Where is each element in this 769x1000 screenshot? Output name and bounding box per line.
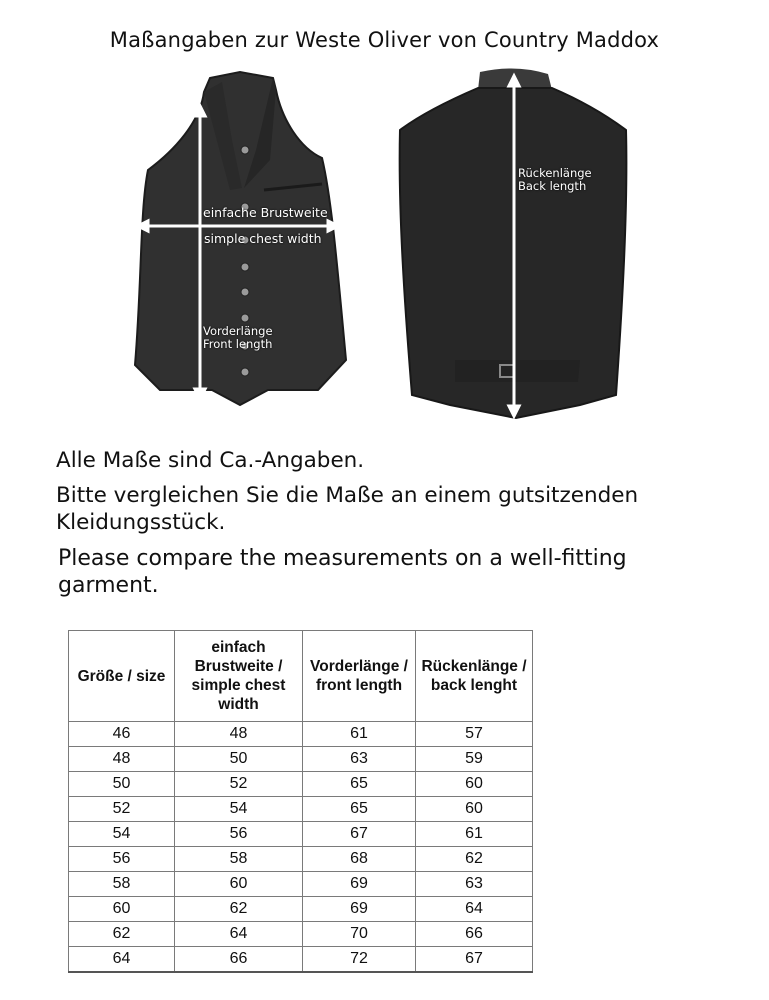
chest-label-de: einfache Brustweite [203, 205, 328, 220]
cell-size: 56 [69, 847, 175, 872]
cell-front-length: 65 [303, 797, 416, 822]
size-table-header-row [69, 631, 533, 722]
header-chest-width: einfach Brustweite / simple chest width [175, 631, 303, 722]
cell-back-length: 64 [416, 897, 533, 922]
cell-size: 60 [69, 897, 175, 922]
table-row [69, 872, 533, 897]
cell-chest-width: 48 [175, 722, 303, 747]
cell-chest-width: 54 [175, 797, 303, 822]
cell-size: 52 [69, 797, 175, 822]
approx-note: Alle Maße sind Ca.-Angaben. [56, 448, 365, 473]
table-row [69, 847, 533, 872]
table-row [69, 897, 533, 922]
cell-front-length: 63 [303, 747, 416, 772]
front-length-label-de: Vorderlänge [203, 324, 273, 338]
table-row [69, 747, 533, 772]
cell-front-length: 65 [303, 772, 416, 797]
cell-front-length: 61 [303, 722, 416, 747]
cell-back-length: 60 [416, 772, 533, 797]
cell-front-length: 68 [303, 847, 416, 872]
header-size: Größe / size [69, 631, 175, 722]
cell-back-length: 59 [416, 747, 533, 772]
compare-note-de: Bitte vergleichen Sie die Maße an einem gutsitzenden Kleidungsstück. [56, 483, 639, 535]
cell-size: 54 [69, 822, 175, 847]
vest-figure [0, 60, 769, 440]
cell-front-length: 70 [303, 922, 416, 947]
cell-chest-width: 56 [175, 822, 303, 847]
compare-note-en: Please compare the measurements on a well-fitting garment. [58, 546, 627, 598]
cell-back-length: 57 [416, 722, 533, 747]
table-row [69, 947, 533, 973]
cell-front-length: 72 [303, 947, 416, 973]
table-row [69, 722, 533, 747]
cell-size: 58 [69, 872, 175, 897]
table-row [69, 797, 533, 822]
cell-size: 62 [69, 922, 175, 947]
cell-front-length: 69 [303, 897, 416, 922]
cell-chest-width: 52 [175, 772, 303, 797]
cell-front-length: 67 [303, 822, 416, 847]
table-row [69, 772, 533, 797]
cell-chest-width: 50 [175, 747, 303, 772]
back-belt [455, 360, 580, 382]
cell-size: 48 [69, 747, 175, 772]
table-row [69, 822, 533, 847]
cell-chest-width: 58 [175, 847, 303, 872]
cell-chest-width: 62 [175, 897, 303, 922]
cell-back-length: 63 [416, 872, 533, 897]
cell-back-length: 66 [416, 922, 533, 947]
header-front-length: Vorderlänge / front length [303, 631, 416, 722]
cell-back-length: 61 [416, 822, 533, 847]
back-length-label-en: Back length [518, 179, 587, 193]
size-table [68, 630, 533, 973]
page-title: Maßangaben zur Weste Oliver von Country Maddox [109, 28, 660, 52]
back-length-label-de: Rückenlänge [518, 166, 592, 180]
chest-label-en: simple chest width [204, 231, 322, 246]
cell-chest-width: 64 [175, 922, 303, 947]
cell-size: 46 [69, 722, 175, 747]
cell-chest-width: 66 [175, 947, 303, 973]
cell-back-length: 62 [416, 847, 533, 872]
cell-front-length: 69 [303, 872, 416, 897]
size-table-body [69, 722, 533, 973]
cell-chest-width: 60 [175, 872, 303, 897]
cell-back-length: 67 [416, 947, 533, 973]
cell-size: 64 [69, 947, 175, 973]
front-length-label-en: Front length [203, 337, 273, 351]
cell-back-length: 60 [416, 797, 533, 822]
cell-size: 50 [69, 772, 175, 797]
vest-illustration [0, 60, 769, 440]
table-row [69, 922, 533, 947]
header-back-length: Rückenlänge / back lenght [416, 631, 533, 722]
back-vest [400, 68, 627, 418]
